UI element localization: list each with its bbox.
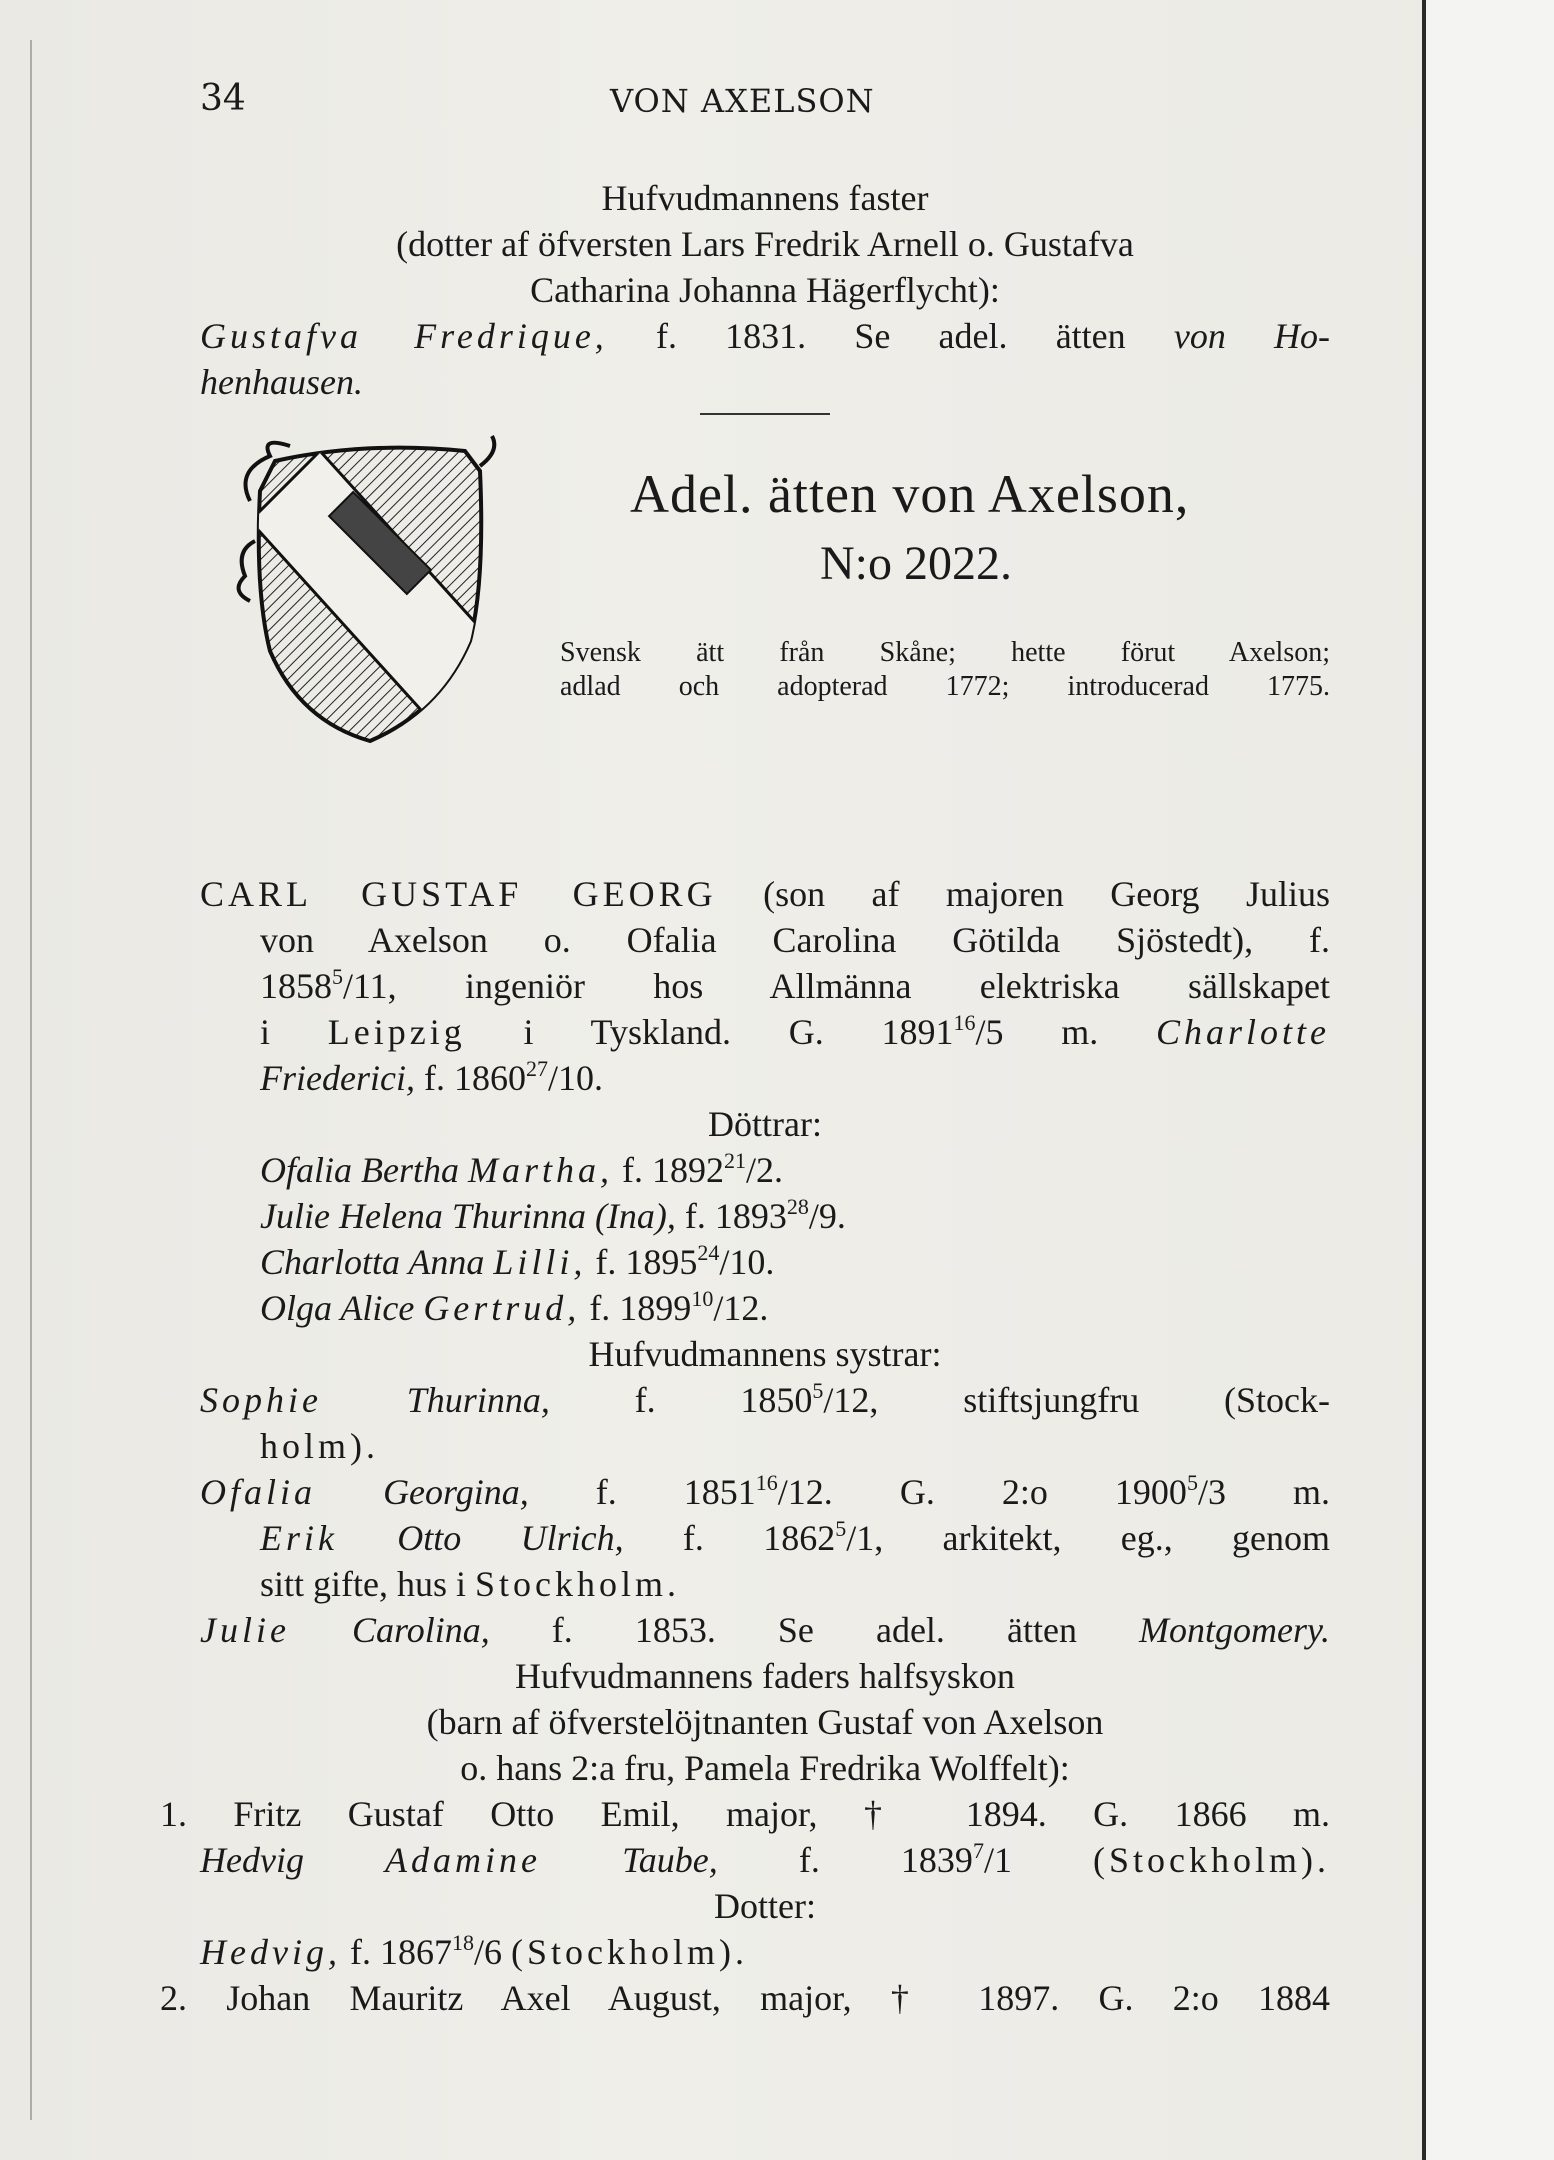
sister-2-line3 <box>200 1561 1330 1607</box>
sister-birth-day: 5 <box>812 1378 824 1403</box>
daughter-birth-month: /12. <box>713 1288 769 1328</box>
daughters-heading: Döttrar: <box>708 1104 822 1144</box>
daughter-birth: f. 1892 <box>621 1150 724 1190</box>
head-line3 <box>200 963 1330 1009</box>
head-line4-c: /5 m. <box>975 1012 1099 1052</box>
daughter-name: Charlotta Anna <box>260 1242 485 1282</box>
faster-parentage-line1: (dotter af öfversten Lars Fredrik Arnell o. Gustafva <box>396 224 1134 264</box>
sister-detail: /12, stiftsjungfru (Stock- <box>823 1380 1330 1420</box>
wife-birth-day: 7 <box>972 1838 984 1863</box>
house-number: N:o 2022. <box>820 537 1012 590</box>
head-wife-birth: f. 1860 <box>423 1058 526 1098</box>
head-wife-birth-month: /10. <box>547 1058 603 1098</box>
sister-2-line3-text: sitt gifte, hus i <box>260 1564 466 1604</box>
sister-marriage-month: /3 m. <box>1197 1472 1330 1512</box>
sister-name2: Carolina, <box>352 1610 490 1650</box>
faster-ref: von Ho- <box>1173 316 1330 356</box>
daughter-birth-day: 24 <box>697 1240 720 1265</box>
head-wife-surname: Friederici, <box>260 1058 415 1098</box>
husband-birth: f. 1862 <box>682 1518 836 1558</box>
page-body <box>160 175 1331 2021</box>
sister-birth: f. 1851 <box>595 1472 756 1512</box>
faster-parentage-line2: Catharina Johanna Hägerflycht): <box>530 270 1000 310</box>
daughter-callname: Thurinna (Ina), <box>451 1196 676 1236</box>
sister-detail: f. 1853. Se adel. ätten <box>551 1610 1077 1650</box>
daughter-name: Julie Helena <box>260 1196 443 1236</box>
coat-of-arms-icon <box>230 431 500 751</box>
daughter-birth: f. 1893 <box>684 1196 787 1236</box>
faster-heading: Hufvudmannens faster <box>601 178 929 218</box>
sister-1-line2 <box>200 1423 1330 1469</box>
daughter-callname: Lilli, <box>493 1242 587 1282</box>
halfsibling-2-line1: 2. Johan Mauritz Axel August, major, † 1897. G. 2:o 1884 <box>160 1978 1330 2018</box>
husband-name: Erik <box>260 1518 338 1558</box>
page-number: 34 <box>200 78 246 119</box>
sister-name: Ofalia <box>200 1472 317 1512</box>
halfsibling-daughter <box>200 1929 1330 1975</box>
wife-name: Hedvig <box>200 1840 304 1880</box>
sister-2-line2 <box>200 1515 1330 1561</box>
daughter-1 <box>200 1147 1330 1193</box>
daughter-birth-month: /9. <box>808 1196 846 1236</box>
head-line4-b: i Tyskland. G. 1891 <box>523 1012 954 1052</box>
sister-marriage-day: 5 <box>1186 1470 1198 1495</box>
sister-name: Sophie <box>200 1380 322 1420</box>
dotter-heading: Dotter: <box>714 1886 816 1926</box>
sister-name2: Georgina, <box>383 1472 529 1512</box>
husband-birth-day: 5 <box>835 1516 847 1541</box>
sister-2-line1 <box>200 1469 1330 1515</box>
house-note-line1: Svensk ätt från Skåne; hette förut Axelson; <box>560 637 1330 668</box>
running-head: VON AXELSON <box>610 82 875 120</box>
faster-entry-text: f. 1831. Se adel. ätten <box>656 316 1126 356</box>
halfsibling-1-line2 <box>200 1837 1330 1883</box>
head-birth-day: 5 <box>332 964 343 989</box>
halfsiblings-parentage-line2: o. hans 2:a fru, Pamela Fredrika Wolffelt): <box>460 1748 1070 1788</box>
head-birth-year: 1858 <box>260 966 332 1006</box>
section-divider <box>700 413 830 415</box>
background-beyond-page <box>1426 0 1554 2160</box>
head-line3-rest: /11, ingeniör hos Allmänna elektriska sällskapet <box>343 966 1330 1006</box>
head-line4-a: i <box>260 1012 271 1052</box>
daughter-callname: Martha, <box>467 1150 613 1190</box>
wife-callname: Adamine <box>385 1840 542 1880</box>
head-line2: von Axelson o. Ofalia Carolina Götilda Sjöstedt), f. <box>260 920 1330 960</box>
page-header <box>200 78 1330 128</box>
daughter-birth-month: /10. <box>719 1242 775 1282</box>
sister-2-city: Stockholm. <box>475 1564 681 1604</box>
sister-city: holm). <box>260 1426 379 1466</box>
daughter-birth-day: 28 <box>786 1194 809 1219</box>
daughter-birth-month: /2. <box>745 1150 783 1190</box>
sisters-heading: Hufvudmannens systrar: <box>588 1334 942 1374</box>
daughter-city: (Stockholm). <box>510 1932 748 1972</box>
sister-3 <box>200 1607 1330 1653</box>
house-title: Adel. ätten von Axelson, <box>630 464 1190 524</box>
wife-birth: f. 1839 <box>798 1840 973 1880</box>
daughter-4 <box>200 1285 1330 1331</box>
sister-ref: Montgomery. <box>1139 1610 1330 1650</box>
head-name: CARL GUSTAF GEORG <box>200 874 717 914</box>
house-block <box>200 431 1330 871</box>
daughter-birth-day: 18 <box>451 1930 474 1955</box>
sister-1-line1 <box>200 1377 1330 1423</box>
sister-name2: Thurinna, <box>406 1380 550 1420</box>
head-wife-name: Charlotte <box>1156 1012 1331 1052</box>
daughter-birth: f. 1867 <box>349 1932 452 1972</box>
husband-name2: Otto Ulrich, <box>397 1518 624 1558</box>
sister-birth-day: 16 <box>755 1470 778 1495</box>
wife-surname: Taube, <box>622 1840 718 1880</box>
head-line1 <box>200 871 1330 917</box>
wife-city: (Stockholm). <box>1093 1840 1331 1880</box>
daughter-name: Olga Alice <box>260 1288 415 1328</box>
daughter-name: Hedvig, <box>200 1932 341 1972</box>
faster-entry-cont <box>200 359 1330 405</box>
head-line5 <box>200 1055 1330 1101</box>
daughter-3 <box>200 1239 1330 1285</box>
halfsibling-1-line1: 1. Fritz Gustaf Otto Emil, major, † 1894. G. 1866 m. <box>160 1794 1330 1834</box>
head-marriage-day: 16 <box>953 1010 976 1035</box>
halfsiblings-parentage-line1: (barn af öfverstelöjtnanten Gustaf von Axelson <box>426 1702 1104 1742</box>
daughter-callname: Gertrud, <box>423 1288 581 1328</box>
faster-ref-cont: henhausen. <box>200 362 363 402</box>
house-note-line2: adlad och adopterad 1772; introducerad 1775. <box>560 671 1330 702</box>
daughter-birth: f. 1895 <box>595 1242 698 1282</box>
halfsiblings-heading: Hufvudmannens faders halfsyskon <box>515 1656 1015 1696</box>
daughter-birth-day: 21 <box>723 1148 746 1173</box>
faster-name: Gustafva Fredrique, <box>200 316 608 356</box>
daughter-birth-month: /6 <box>473 1932 502 1972</box>
daughter-birth-day: 10 <box>691 1286 714 1311</box>
husband-detail: /1, arkitekt, eg., genom <box>846 1518 1331 1558</box>
head-line1-rest: (son af majoren Georg Julius <box>763 874 1330 914</box>
daughter-name: Ofalia Bertha <box>260 1150 459 1190</box>
page-gutter-shadow <box>30 40 32 2120</box>
daughter-2 <box>200 1193 1330 1239</box>
sister-name: Julie <box>200 1610 290 1650</box>
sister-birth: f. 1850 <box>634 1380 813 1420</box>
wife-birth-month: /1 <box>983 1840 1012 1880</box>
house-note <box>560 636 1330 704</box>
faster-entry <box>200 313 1330 359</box>
head-wife-birth-day: 27 <box>525 1056 548 1081</box>
head-line4 <box>200 1009 1330 1055</box>
sister-detail: /12. G. 2:o 1900 <box>777 1472 1187 1512</box>
daughter-birth: f. 1899 <box>589 1288 692 1328</box>
head-city: Leipzig <box>327 1012 466 1052</box>
